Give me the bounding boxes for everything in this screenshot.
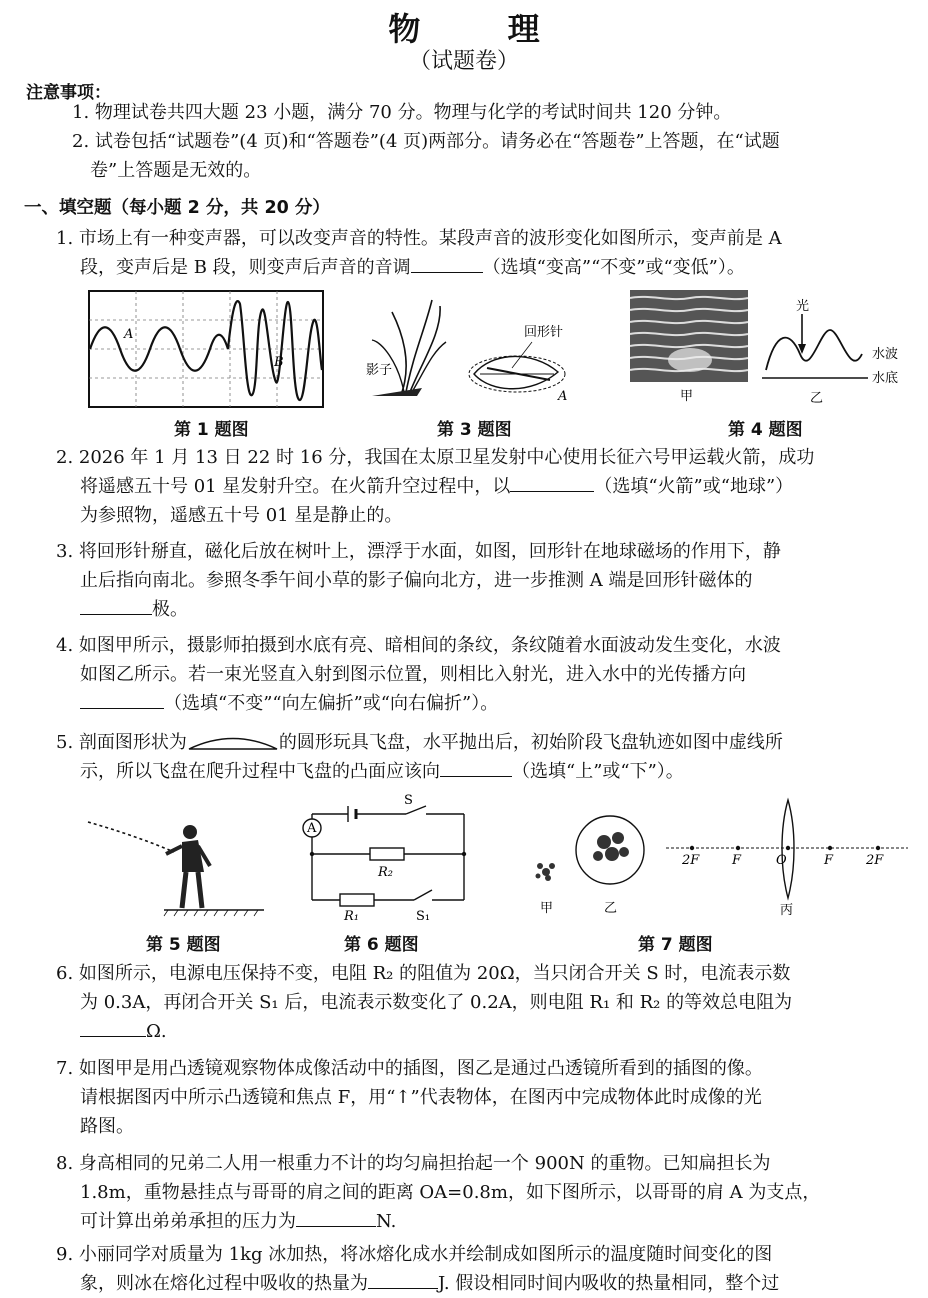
question-1: [56, 224, 918, 282]
question-9-line2: [56, 1269, 918, 1298]
figure-4-water: [630, 290, 910, 414]
figure-4-jia-label: 甲: [680, 389, 694, 404]
question-4: [56, 631, 918, 718]
figure-5-caption: 第 5 题图: [146, 935, 221, 955]
figure-3-clip-label: 回形针: [524, 325, 564, 340]
question-4-line3: [56, 689, 918, 718]
figure-5-thrower: [86, 810, 266, 924]
question-5-text-c: 示，所以飞盘在爬升过程中飞盘的凸面应该向: [80, 761, 440, 782]
question-9: [56, 1240, 918, 1298]
question-5-options: （选填“上”或“下”）。: [512, 761, 684, 782]
answer-blank-2[interactable]: [510, 473, 594, 492]
notice-item-2-line1: 2. 试卷包括“试题卷”(4 页)和“答题卷”(4 页)两部分。请务必在“答题卷”上答题，在“试题: [72, 131, 780, 152]
question-3-line2: 止后指向南北。参照冬季午间小草的影子偏向北方，进一步推测 A 端是回形针磁体的: [80, 570, 753, 591]
figure-4-caption: 第 4 题图: [728, 420, 803, 440]
figure-6-s1-label: S₁: [416, 909, 431, 924]
figure-6-r1-label: R₁: [344, 909, 359, 924]
question-4-line2: 如图乙所示。若一束光竖直入射到图示位置，则相比入射光，进入水中的光传播方向: [80, 664, 746, 685]
question-3-suffix: 极。: [152, 599, 188, 620]
figure-7-f-right: F: [824, 853, 834, 868]
figure-7-jia-label: 甲: [540, 901, 554, 916]
figure-3-shadow-label: 影子: [366, 363, 393, 378]
question-1-text: 段，变声后是 B 段，则变声后声音的音调: [80, 257, 411, 278]
question-6-line1: 6. 如图所示，电源电压保持不变，电阻 R₂ 的阻值为 20Ω，当只闭合开关 S 时，电流表示数: [56, 963, 791, 984]
question-2: [56, 443, 918, 530]
figure-4-yi-label: 乙: [810, 391, 824, 406]
question-2-line3: 为参照物，遥感五十号 01 星是静止的。: [80, 505, 403, 526]
question-6-line3: [56, 1017, 918, 1046]
answer-blank-4[interactable]: [80, 690, 164, 709]
figure-7-2f-left: 2F: [682, 853, 700, 868]
figure-6-s-label: S: [404, 793, 413, 808]
notice-item-2-line2: 卷”上答题是无效的。: [90, 160, 262, 181]
question-7-line1: 7. 如图甲是用凸透镜观察物体成像活动中的插图，图乙是通过凸透镜所看到的插图的像。: [56, 1058, 763, 1079]
question-8-unit: N.: [376, 1211, 397, 1232]
question-2-line2: [56, 472, 918, 501]
question-7-line3: 路图。: [80, 1116, 134, 1137]
question-4-line1: 4. 如图甲所示，摄影师拍摄到水底有亮、暗相间的条纹，条纹随着水面波动发生变化，水波: [56, 635, 781, 656]
question-3: [56, 537, 918, 624]
question-9-text: 象，则冰在熔化过程中吸收的热量为: [80, 1273, 368, 1294]
figure-7-f-left: F: [732, 853, 742, 868]
section-heading: 一、填空题（每小题 2 分，共 20 分）: [24, 198, 330, 218]
figure-1-label-b: B: [274, 355, 284, 370]
question-8: [56, 1149, 918, 1236]
question-5: [56, 728, 918, 786]
question-7: [56, 1054, 918, 1141]
frisbee-profile-icon: [187, 734, 279, 752]
question-5-line2: [56, 757, 918, 786]
figure-7-2f-right: 2F: [866, 853, 884, 868]
figure-6-caption: 第 6 题图: [344, 935, 419, 955]
question-2-text: 将遥感五十号 01 星发射升空。在火箭升空过程中，以: [80, 476, 511, 497]
figure-3-grass-leaf: [362, 292, 572, 412]
figure-1-waveform: [88, 290, 324, 412]
question-1-line2: [56, 253, 918, 282]
figure-1-label-a: A: [124, 327, 134, 342]
question-8-text: 可计算出弟弟承担的压力为: [80, 1211, 296, 1232]
question-1-options: （选填“变高”“不变”或“变低”）。: [482, 257, 745, 278]
page-subtitle: （试题卷）: [408, 49, 519, 74]
figure-7-yi-label: 乙: [604, 901, 618, 916]
question-8-line2: 1.8m，重物悬挂点与哥哥的肩之间的距离 OA=0.8m，如下图所示，以哥哥的肩 A 为支点，: [80, 1182, 821, 1203]
figure-7-bing-label: 丙: [780, 903, 794, 918]
figure-6-r2-label: R₂: [378, 865, 393, 880]
question-3-line1: 3. 将回形针掰直，磁化后放在树叶上，漂浮于水面，如图，回形针在地球磁场的作用下，静: [56, 541, 781, 562]
question-6-unit: Ω.: [146, 1021, 167, 1042]
notice-heading: 注意事项：: [26, 83, 111, 103]
figure-6-ammeter-label: A: [307, 821, 317, 836]
figure-4-wave-label: 水波: [872, 347, 899, 362]
figure-7-caption: 第 7 题图: [638, 935, 713, 955]
figure-4-light-label: 光: [796, 299, 810, 314]
figure-7-o-label: O: [776, 853, 787, 868]
question-6-line2: 为 0.3A，再闭合开关 S₁ 后，电流表示数变化了 0.2A，则电阻 R₁ 和 R₂ 的等效总电阻为: [80, 992, 793, 1013]
figure-4-bottom-label: 水底: [872, 371, 899, 386]
page-title: 物 理: [388, 10, 578, 48]
question-9-tail: J. 假设相同时间内吸收的热量相同，整个过: [438, 1273, 780, 1294]
question-9-line1: 9. 小丽同学对质量为 1kg 冰加热，将冰熔化成水并绘制成如图所示的温度随时间变化的图: [56, 1244, 773, 1265]
question-6: [56, 959, 918, 1046]
question-5-line1: [56, 728, 918, 757]
figure-3-caption: 第 3 题图: [437, 420, 512, 440]
figure-7-lens: [526, 798, 910, 926]
answer-blank-9[interactable]: [368, 1270, 438, 1289]
question-5-text-a: 5. 剖面图形状为: [56, 732, 187, 753]
question-5-text-b: 的圆形玩具飞盘，水平抛出后，初始阶段飞盘轨迹如图中虚线所: [278, 732, 783, 753]
answer-blank-3[interactable]: [80, 596, 152, 615]
question-1-line1: 1. 市场上有一种变声器，可以改变声音的特性。某段声音的波形变化如图所示，变声前是 A: [56, 228, 782, 249]
answer-blank-1[interactable]: [411, 254, 483, 273]
answer-blank-5[interactable]: [440, 758, 512, 777]
figure-1-caption: 第 1 题图: [174, 420, 249, 440]
question-2-line1: 2. 2026 年 1 月 13 日 22 时 16 分，我国在太原卫星发射中心使用长征六号甲运载火箭，成功: [56, 447, 815, 468]
question-8-line1: 8. 身高相同的兄弟二人用一根重力不计的均匀扁担抬起一个 900N 的重物。已知扁担长为: [56, 1153, 771, 1174]
answer-blank-6[interactable]: [80, 1018, 146, 1037]
question-4-options: （选填“不变”“向左偏折”或“向右偏折”）。: [164, 693, 499, 714]
question-8-line3: [56, 1207, 918, 1236]
answer-blank-8[interactable]: [296, 1208, 376, 1227]
question-2-options: （选填“火箭”或“地球”）: [594, 476, 794, 497]
figure-3-a-label: A: [558, 389, 568, 404]
question-7-line2: 请根据图丙中所示凸透镜和焦点 F，用“↑”代表物体，在图丙中完成物体此时成像的光: [80, 1087, 762, 1108]
question-3-line3: [56, 595, 918, 624]
figure-6-circuit: [298, 794, 474, 928]
notice-item-1: 1. 物理试卷共四大题 23 小题，满分 70 分。物理与化学的考试时间共 120 分钟。: [72, 102, 732, 123]
